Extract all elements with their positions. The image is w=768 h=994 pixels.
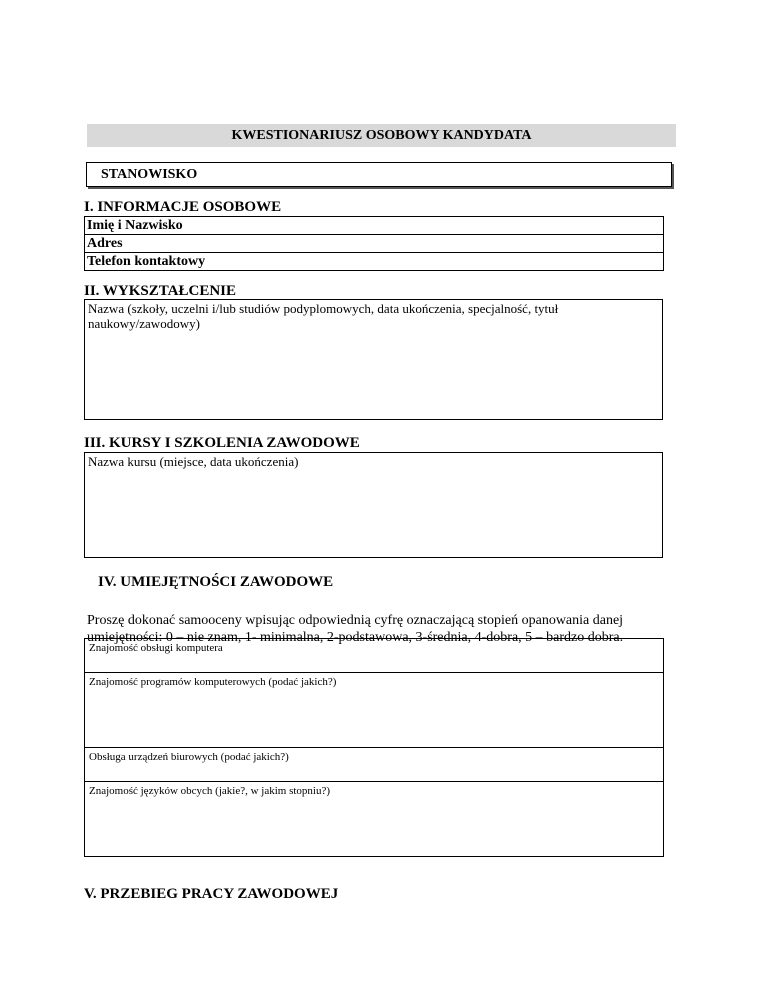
field-address-row[interactable]: Adres (85, 234, 663, 252)
position-field[interactable] (86, 162, 672, 187)
section-education-heading: II. WYKSZTAŁCENIE (84, 283, 236, 299)
section-courses-heading: III. KURSY I SZKOLENIA ZAWODOWE (84, 435, 360, 451)
education-box[interactable] (84, 299, 663, 420)
skill-row-software[interactable]: Znajomość programów komputerowych (podać jakich?) (85, 672, 663, 747)
section-work-history-heading: V. PRZEBIEG PRACY ZAWODOWEJ (84, 886, 339, 902)
courses-box[interactable] (84, 452, 663, 558)
position-label: STANOWISKO (101, 167, 198, 182)
skills-table (84, 638, 664, 857)
personal-info-table (84, 216, 664, 271)
field-phone-row[interactable]: Telefon kontaktowy (85, 252, 663, 270)
courses-box-prompt: Nazwa kursu (miejsce, data ukończenia) (88, 454, 299, 469)
skill-row-languages[interactable]: Znajomość języków obcych (jakie?, w jakim stopniu?) (85, 781, 663, 856)
skill-row-computer[interactable]: Znajomość obsługi komputera (89, 642, 223, 654)
form-title: KWESTIONARIUSZ OSOBOWY KANDYDATA (87, 124, 676, 147)
section-skills-heading: IV. UMIEJĘTNOŚCI ZAWODOWE (98, 574, 334, 590)
field-name-row[interactable]: Imię i Nazwisko (87, 218, 183, 233)
section-personal-heading: I. INFORMACJE OSOBOWE (84, 199, 282, 215)
skills-intro: Proszę dokonać samooceny wpisując odpowiednią cyfrę oznaczającą stopień opanowania danej umiejętności: 0 – nie znam, 1- minimalna, 2-podstawowa, 3-średnia, 4-dobra, 5 – bardzo dobra. (87, 613, 624, 645)
skill-row-office-equipment[interactable]: Obsługa urządzeń biurowych (podać jakich?) (85, 747, 663, 781)
education-box-prompt: Nazwa (szkoły, uczelni i/lub studiów podyplomowych, data ukończenia, specjalność, tytuł naukowy/zawodowy) (88, 301, 559, 331)
